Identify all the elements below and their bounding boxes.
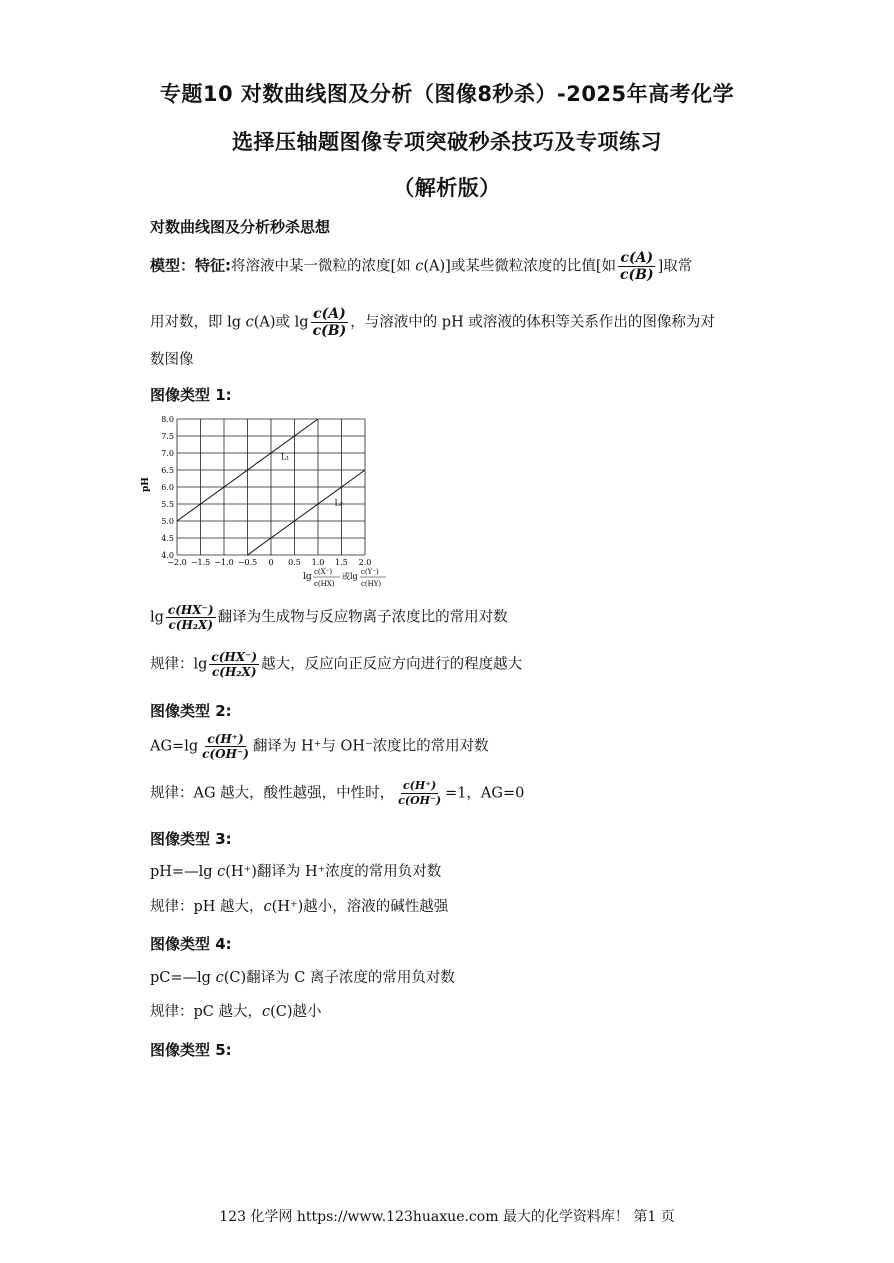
model-line2-b: (A)或 lg bbox=[253, 314, 309, 331]
section-heading: 对数曲线图及分析秒杀思想 bbox=[150, 218, 331, 236]
type4-expl-a: pC=—lg bbox=[150, 970, 216, 986]
y-tick-label: 5.0 bbox=[161, 517, 174, 526]
type3-heading: 图像类型 3: bbox=[150, 830, 232, 848]
type2-rule bbox=[150, 779, 524, 808]
type4-rule: 规律：pC 越大，c(C)越小 bbox=[150, 1004, 322, 1020]
type3-rule: 规律：pH 越大，c(H⁺)越小，溶液的碱性越强 bbox=[150, 899, 449, 915]
model-ca: c bbox=[415, 258, 424, 275]
x-tick-label: −1.0 bbox=[214, 558, 234, 567]
y-tick-label: 5.5 bbox=[161, 500, 174, 509]
type1-expl-text: 翻译为生成物与反应物离子浓度比的常用对数 bbox=[217, 609, 508, 626]
type4-heading: 图像类型 4: bbox=[150, 935, 232, 953]
type2-expl-b: 翻译为 H⁺与 OH⁻浓度比的常用对数 bbox=[252, 738, 489, 755]
y-tick-label: 6.5 bbox=[161, 466, 174, 475]
model-label: 模型：特征: bbox=[150, 256, 231, 275]
x-label-num2: c(Y⁻) bbox=[361, 568, 379, 576]
chart-ticks bbox=[161, 415, 371, 567]
type2-heading: 图像类型 2: bbox=[150, 702, 232, 720]
y-tick-label: 7.0 bbox=[161, 449, 174, 458]
type3-expl: pH=—lg c(H⁺)翻译为 H⁺浓度的常用负对数 bbox=[150, 864, 442, 880]
type4-rule-b: (C)越小 bbox=[270, 1004, 322, 1020]
x-tick-label: −0.5 bbox=[237, 558, 258, 567]
type2-rule-b: =1，AG=0 bbox=[445, 785, 525, 802]
type1-rule-fraction: $\frac{c(HX^-)}{\text{c(H₂X)}}$ bbox=[211, 650, 258, 679]
type5-heading: 图像类型 5: bbox=[150, 1041, 232, 1059]
x-tick-label: 0 bbox=[268, 558, 274, 567]
x-label-mid: 或lg bbox=[342, 572, 358, 581]
model-line3: 数图像 bbox=[150, 352, 194, 368]
model-line2-a: 用对数，即 lg bbox=[150, 314, 246, 331]
x-tick-label: 1.0 bbox=[311, 558, 325, 567]
x-tick-label: 1.5 bbox=[335, 558, 348, 567]
type4-rule-a: 规律：pC 越大， bbox=[150, 1004, 262, 1020]
type1-expl-lg: lg bbox=[150, 609, 164, 626]
type1-rule bbox=[150, 650, 522, 679]
model-fraction: $\frac{c(A)}{c(B)}$ bbox=[620, 250, 654, 283]
chart-grid bbox=[177, 419, 365, 555]
type1-chart bbox=[140, 410, 400, 595]
type2-rule-a: 规律：AG 越大，酸性越强，中性时， bbox=[150, 785, 395, 802]
x-label-num1: c(X⁻) bbox=[314, 568, 333, 576]
type1-rule-a: 规律：lg bbox=[150, 656, 208, 673]
series-label-2: L₂ bbox=[334, 498, 343, 508]
model-text-b: ]取常 bbox=[657, 258, 693, 275]
type1-heading: 图像类型 1: bbox=[150, 386, 232, 404]
model-line1 bbox=[150, 250, 692, 283]
series-label-1: L₁ bbox=[280, 452, 290, 462]
model-line2: 用对数，即 lg c(A)或 lg $\frac{c(A)}{c(B)}$ ，与溶液中的 pH 或溶液的体积等关系作出的图像称为对 bbox=[150, 306, 715, 339]
model-ca-rest: (A)]或某些微粒浓度的比值[如 bbox=[423, 258, 616, 275]
type3-rule-a: 规律：pH 越大， bbox=[150, 899, 264, 915]
x-label-lg1: lg bbox=[303, 572, 312, 582]
type3-rule-b: (H⁺)越小，溶液的碱性越强 bbox=[271, 899, 449, 915]
type2-expl bbox=[150, 732, 489, 761]
type1-rule-b: 越大，反应向正反应方向进行的程度越大 bbox=[261, 656, 523, 673]
doc-title-line2: 选择压轴题图像专项突破秒杀技巧及专项练习 bbox=[232, 130, 662, 154]
series-line-2 bbox=[248, 470, 366, 555]
type4-expl-b: (C)翻译为 C 离子浓度的常用负对数 bbox=[223, 970, 455, 986]
y-tick-label: 6.0 bbox=[161, 483, 174, 492]
y-tick-label: 7.5 bbox=[161, 432, 174, 441]
x-tick-label: −2.0 bbox=[167, 558, 187, 567]
x-tick-label: −1.5 bbox=[190, 558, 211, 567]
y-tick-label: 8.0 bbox=[161, 415, 174, 424]
model-text-a: 将溶液中某一微粒的浓度[如 bbox=[231, 258, 416, 275]
model-line2-d: ，与溶液中的 pH 或溶液的体积等关系作出的图像称为对 bbox=[350, 314, 715, 331]
y-tick-label: 4.0 bbox=[161, 551, 174, 560]
x-axis-label bbox=[303, 568, 386, 588]
type1-expl-fraction: $\frac{c(HX^-)}{\text{c(H₂X)}}$ bbox=[167, 603, 214, 632]
type3-expl-b: (H⁺)翻译为 H⁺浓度的常用负对数 bbox=[225, 864, 442, 880]
y-axis-label: pH bbox=[141, 477, 151, 492]
x-tick-label: 0.5 bbox=[288, 558, 301, 567]
type3-expl-a: pH=—lg bbox=[150, 864, 218, 880]
type2-expl-fraction: $\frac{c(H^+)}{c(OH^-)}$ bbox=[202, 732, 249, 761]
type1-expl bbox=[150, 603, 508, 632]
doc-title-line3: （解析版） bbox=[393, 176, 501, 200]
page-footer: 123 化学网 https://www.123huaxue.com 最大的化学资料库！ 第1 页 bbox=[219, 1209, 675, 1225]
type2-expl-a: AG=lg bbox=[150, 738, 199, 755]
y-tick-label: 4.5 bbox=[161, 534, 174, 543]
x-label-den2: c(HY) bbox=[361, 580, 382, 588]
doc-title-line1: 专题10 对数曲线图及分析（图像8秒杀）-2025年高考化学 bbox=[159, 82, 735, 106]
model-fraction-2: $\frac{c(A)}{c(B)}$ bbox=[312, 306, 347, 339]
type2-rule-fraction: $\frac{c(H^+)}{c(OH^-)}$ bbox=[398, 779, 442, 807]
type4-expl: pC=—lg c(C)翻译为 C 离子浓度的常用负对数 bbox=[150, 970, 455, 986]
x-label-den1: c(HX) bbox=[314, 580, 335, 588]
x-tick-label: 2.0 bbox=[358, 558, 372, 567]
